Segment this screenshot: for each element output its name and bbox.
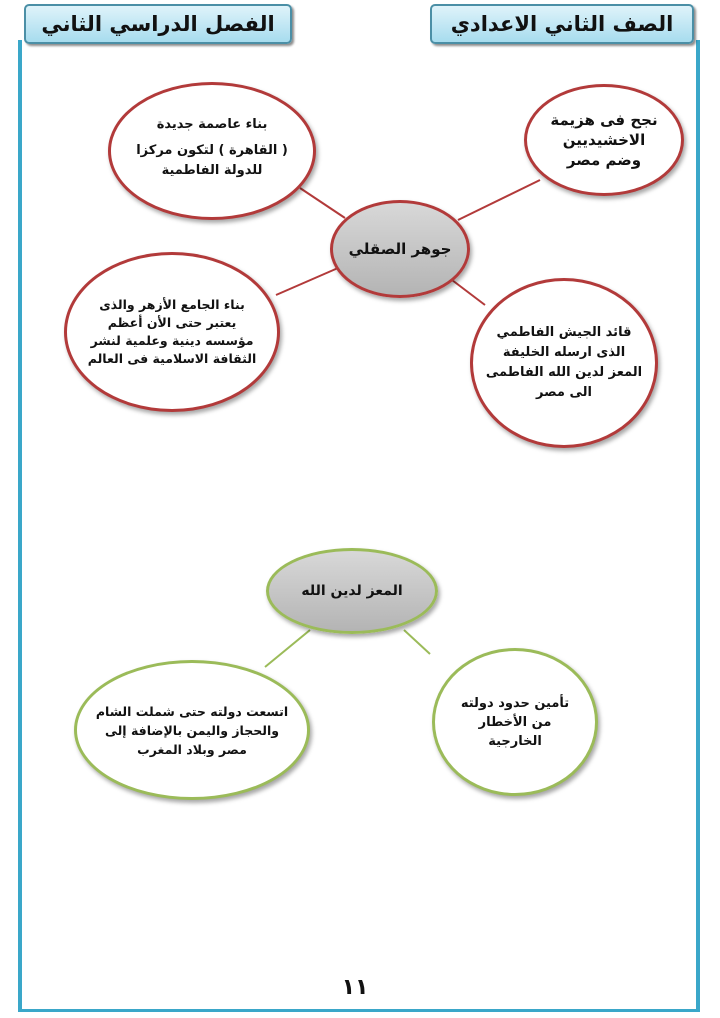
center-muizz-label: المعز لدين الله [301,583,403,599]
bubble-line: والحجاز واليمن بالإضافة إلى [104,722,280,738]
center-muizz [266,548,438,634]
connector-line [265,630,310,667]
header-grade-text: الصف الثاني الاعدادي [450,12,674,36]
bubble-line: للدولة الفاطمية [161,163,263,178]
bubble-line: قائد الجيش الفاطمي [496,325,632,340]
bubble-line: نجح فى هزيمة [550,111,658,129]
bubble-line: مؤسسه دينية وعلمية لنشر [90,333,254,348]
bubble-line: تأمين حدود دولته [460,695,570,711]
bubble-line: الثقافة الاسلامية فى العالم [87,351,257,366]
bubble-defeat-ikhshidids [524,84,684,196]
bubble-line: يعتبر حتى الأن أعظم [107,315,237,330]
bubble-line: بناء الجامع الأزهر والذى [99,297,245,312]
bubble-line: ( القاهرة ) لتكون مركزا [136,143,288,158]
center-jawhar [330,200,470,298]
connector-line [276,268,338,295]
bubble-line: اتسعت دولته حتى شملت الشام [95,703,289,719]
bubble-secure-borders [432,648,598,796]
connector-line [458,180,540,220]
bubble-line: الى مصر [536,385,592,400]
connector-line [404,630,430,654]
bubble-line: مصر وبلاد المغرب [137,741,247,757]
center-jawhar-label: جوهر الصقلي [348,240,452,258]
bubble-line: الذى ارسله الخليفة [502,345,626,360]
bubble-line: الخارجية [488,733,542,749]
bubble-new-capital [108,82,316,220]
bubble-army-leader [470,278,658,448]
bubble-state-expansion [74,660,310,800]
bubble-line: وضم مصر [566,151,642,169]
page-number: ١١ [341,975,369,1000]
bubble-line: بناء عاصمة جديدة [156,117,268,132]
connector-line [300,188,345,218]
header-term-text: الفصل الدراسي الثاني [41,12,275,36]
bubble-line: المعز لدين الله الفاطمى [485,365,643,380]
bubble-line: الاخشيديين [562,131,646,149]
bubble-azhar-mosque [64,252,280,412]
bubble-line: من الأخطار [478,714,552,730]
connector-line [452,280,485,305]
